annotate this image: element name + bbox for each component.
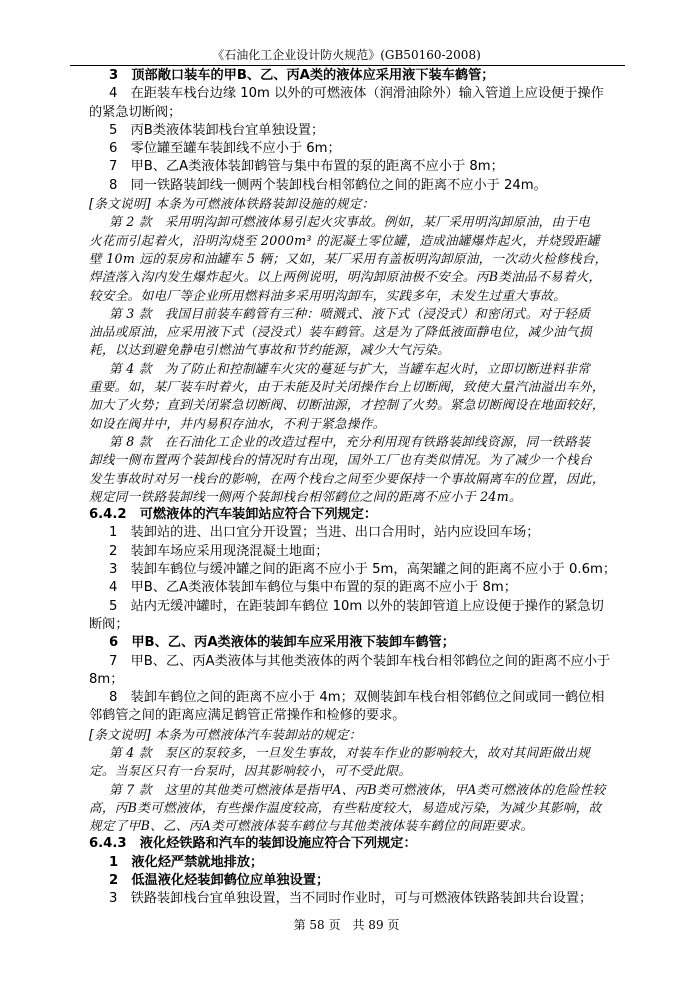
page-header: 《石油化工企业设计防火规范》(GB50160-2008) (212, 48, 481, 62)
text-line: 5 站内无缓冲罐时，在距装卸车鹤位 10m 以外的装卸管道上应设便于操作的紧急切 (109, 598, 604, 614)
text-line: 壁 10m 远的泵房和油罐车 5 辆；又如，某厂采用有盖板明沟卸原油，一次动火检修栈台， (89, 250, 608, 266)
text-line: 耗，以达到避免静电引燃油气事故和节约能源，减少大气污染。 (89, 342, 451, 358)
text-line: 1 装卸站的进、出口宜分开设置；当进、出口合用时，站内应设回车场； (109, 525, 540, 541)
text-line: 6 零位罐至罐车装卸线不应小于 6m； (109, 141, 341, 157)
text-line: 6.4.3 液化烃铁路和汽车的装卸设施应符合下列规定： (89, 836, 417, 852)
text-line: 焊渣落入沟内发生爆炸起火。以上两例说明，明沟卸原油极不安全。丙B类油品不易着火， (89, 269, 602, 285)
page-footer: 第 58 页 共 89 页 (293, 918, 400, 932)
text-line: 定。当泵区只有一台泵时，因其影响较小，可不受此限。 (89, 763, 412, 779)
text-line: 2 装卸车场应采用现浇混凝土地面； (109, 543, 329, 559)
text-line: 1 液化烃严禁就地排放； (109, 854, 264, 870)
text-line: 2 低温液化烃装卸鹤位应单独设置； (109, 873, 330, 889)
text-line: 规定同一铁路装卸线一侧两个装卸栈台相邻鹤位之间的距离不应小于 24m。 (89, 488, 522, 504)
text-line: 断阀； (89, 616, 129, 632)
text-line: 7 甲B、乙A类液体装卸鹤管与集中布置的泵的距离不应小于 8m； (109, 159, 504, 175)
header-rule (70, 65, 625, 66)
text-line: [条文说明] 本条为可燃液体铁路装卸设施的规定： (89, 196, 375, 212)
text-line: 3 铁路装卸栈台宜单独设置，当不同时作业时，可与可燃液体铁路装卸共台设置； (109, 891, 593, 907)
text-line: 5 丙B类液体装卸栈台宜单独设置； (109, 122, 325, 138)
text-line: [条文说明] 本条为可燃液体汽车装卸站的规定： (89, 726, 362, 742)
text-line: 第 7 款 这里的其他类可燃液体是指甲A、丙B类可燃液体，甲A类可燃液体的危险性较 (109, 781, 606, 797)
text-line: 3 装卸车鹤位与缓冲罐之间的距离不应小于 5m，高架罐之间的距离不应小于 0.6m； (109, 562, 617, 578)
text-line: 加大了火势；直到关闭紧急切断阀、切断油源，才控制了火势。紧急切断阀设在地面较好， (89, 397, 605, 413)
text-line: 8 装卸车鹤位之间的距离不应小于 4m；双侧装卸车栈台相邻鹤位之间或同一鹤位相 (109, 690, 605, 706)
text-line: 卸线一侧布置两个装卸栈台的情况时有出现，国外工厂也有类似情况。为了减少一个栈台 (89, 452, 592, 468)
text-line: 7 甲B、乙、丙A类液体与其他类液体的两个装卸车栈台相邻鹤位之间的距离不应小于 (109, 653, 611, 669)
text-line: 4 在距装车栈台边缘 10m 以外的可燃液体（润滑油除外）输入管道上应设便于操作 (109, 86, 604, 102)
text-line: 高，丙B类可燃液体，有些操作温度较高，有些粘度较大，易造成污染，为减少其影响，故 (89, 799, 602, 815)
text-line: 重要。如，某厂装车时着火，由于未能及时关闭操作台上切断阀，致使大量汽油溢出车外， (89, 379, 605, 395)
text-line: 第 3 款 我国目前装车鹤管有三种：喷溅式、液下式（浸没式）和密闭式。对于轻质 (109, 305, 591, 321)
text-line: 第 4 款 为了防止和控制罐车火灾的蔓延与扩大，当罐车起火时，立即切断进料非常 (109, 360, 591, 376)
text-line: 规定了甲B、乙、丙A类可燃液体装车鹤位与其他类液体装车鹤位的间距要求。 (89, 818, 534, 834)
text-line: 如设在阀井中，井内易积存油水，不利于紧急操作。 (89, 415, 386, 431)
text-line: 8 同一铁路装卸线一侧两个装卸栈台相邻鹤位之间的距离不应小于 24m。 (109, 177, 547, 193)
text-line: 邻鹤管之间的距离应满足鹤管正常操作和检修的要求。 (89, 708, 406, 724)
text-line: 油品或原油，应采用液下式（浸没式）装车鹤管。这是为了降低液面静电位，减少油气损 (89, 324, 592, 340)
text-line: 第 8 款 在石油化工企业的改造过程中，充分利用现有铁路装卸线资源，同一铁路装 (109, 433, 591, 449)
text-line: 8m； (89, 671, 124, 687)
text-line: 第 2 款 采用明沟卸可燃液体易引起火灾事故。例如，某厂采用明沟卸原油，由于电 (109, 214, 591, 230)
page-body (89, 67, 625, 909)
text-line: 火花而引起着火，沿明沟烧至 2000m³ 的泥凝土零位罐，造成油罐爆炸起火，并烧毁距罐 (89, 232, 600, 248)
text-line: 3 顶部敞口装车的甲B、乙、丙A类的液体应采用液下装车鹤管； (109, 68, 495, 83)
text-line: 4 甲B、乙A类液体装卸车鹤位与集中布置的泵的距离不应小于 8m； (109, 580, 517, 596)
text-line: 6.4.2 可燃液体的汽车装卸站应符合下列规定： (89, 507, 378, 523)
text-line: 较安全。如电厂等企业所用燃料油多采用明沟卸车，实践多年，未发生过重大事故。 (89, 287, 567, 303)
text-line: 第 4 款 泵区的泵较多，一旦发生事故，对装车作业的影响较大，故对其间距做出规 (109, 744, 591, 760)
text-line: 发生事故时对另一栈台的影响，在两个栈台之间至少要保持一个事故隔离车的位置，因此， (89, 470, 605, 486)
text-line: 的紧急切断阀； (89, 104, 182, 120)
text-line: 6 甲B、乙、丙A类液体的装卸车应采用液下装卸车鹤管； (109, 635, 455, 651)
